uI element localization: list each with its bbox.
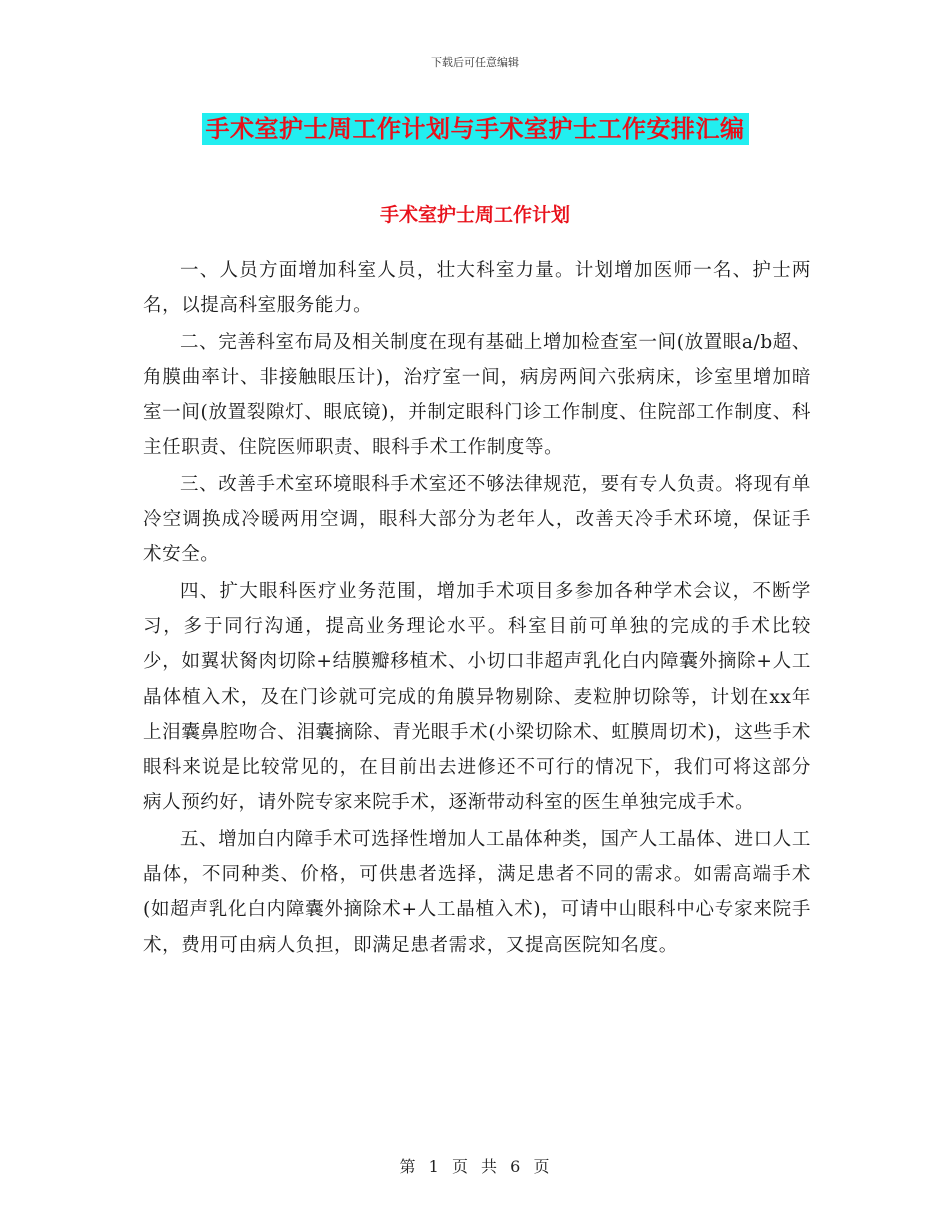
- paragraph-4: 四、扩大眼科医疗业务范围，增加手术项目多参加各种学术会议，不断学习，多于同行沟通，提高业务理论水平。科室目前可单独的完成的手术比较少，如翼状胬肉切除+结膜瓣移植术、小切口非超声乳化白内障囊外摘除+人工晶体植入术，及在门诊就可完成的角膜异物剔除、麦粒肿切除等，计划在xx年上泪囊鼻腔吻合、泪囊摘除、青光眼手术(小梁切除术、虹膜周切术)，这些手术眼科来说是比较常见的，在目前出去进修还不可行的情况下，我们可将这部分病人预约好，请外院专家来院手术，逐渐带动科室的医生单独完成手术。: [143, 580, 811, 814]
- header-note: 下载后可任意编辑: [431, 56, 519, 69]
- paragraph-5: 五、增加白内障手术可选择性增加人工晶体种类，国产人工晶体、进口人工晶体，不同种类、价格，可供患者选择，满足患者不同的需求。如需高端手术(如超声乳化白内障囊外摘除术+人工晶植入术)，可请中山眼科中心专家来院手术，费用可由病人负担，即满足患者需求，又提高医院知名度。: [143, 828, 811, 956]
- footer-current-page: 1: [428, 1157, 440, 1176]
- footer-page-unit: 页: [451, 1157, 469, 1176]
- footer-total-pages: 6: [510, 1157, 522, 1176]
- paragraph-3: 三、改善手术室环境眼科手术室还不够法律规范，要有专人负责。将现有单冷空调换成冷暖两用空调，眼科大部分为老年人，改善天冷手术环境，保证手术安全。: [143, 473, 811, 566]
- paragraph-1: 一、人员方面增加科室人员，壮大科室力量。计划增加医师一名、护士两名，以提高科室服务能力。: [143, 260, 811, 317]
- page-footer: [0, 1154, 950, 1177]
- paragraph-2: 二、完善科室布局及相关制度在现有基础上增加检查室一间(放置眼a/b超、角膜曲率计、非接触眼压计)，治疗室一间，病房两间六张病床，诊室里增加暗室一间(放置裂隙灯、眼底镜)，并制定眼科门诊工作制度、住院部工作制度、科主任职责、住院医师职责、眼科手术工作制度等。: [143, 331, 811, 459]
- document-title: 手术室护士周工作计划与手术室护士工作安排汇编: [202, 113, 749, 145]
- footer-prefix: 第: [399, 1157, 417, 1176]
- document-title-container: [0, 113, 950, 145]
- footer-total-prefix: 共: [481, 1157, 499, 1176]
- document-body: [143, 253, 811, 964]
- footer-total-unit: 页: [533, 1157, 551, 1176]
- section-title: 手术室护士周工作计划: [379, 204, 570, 226]
